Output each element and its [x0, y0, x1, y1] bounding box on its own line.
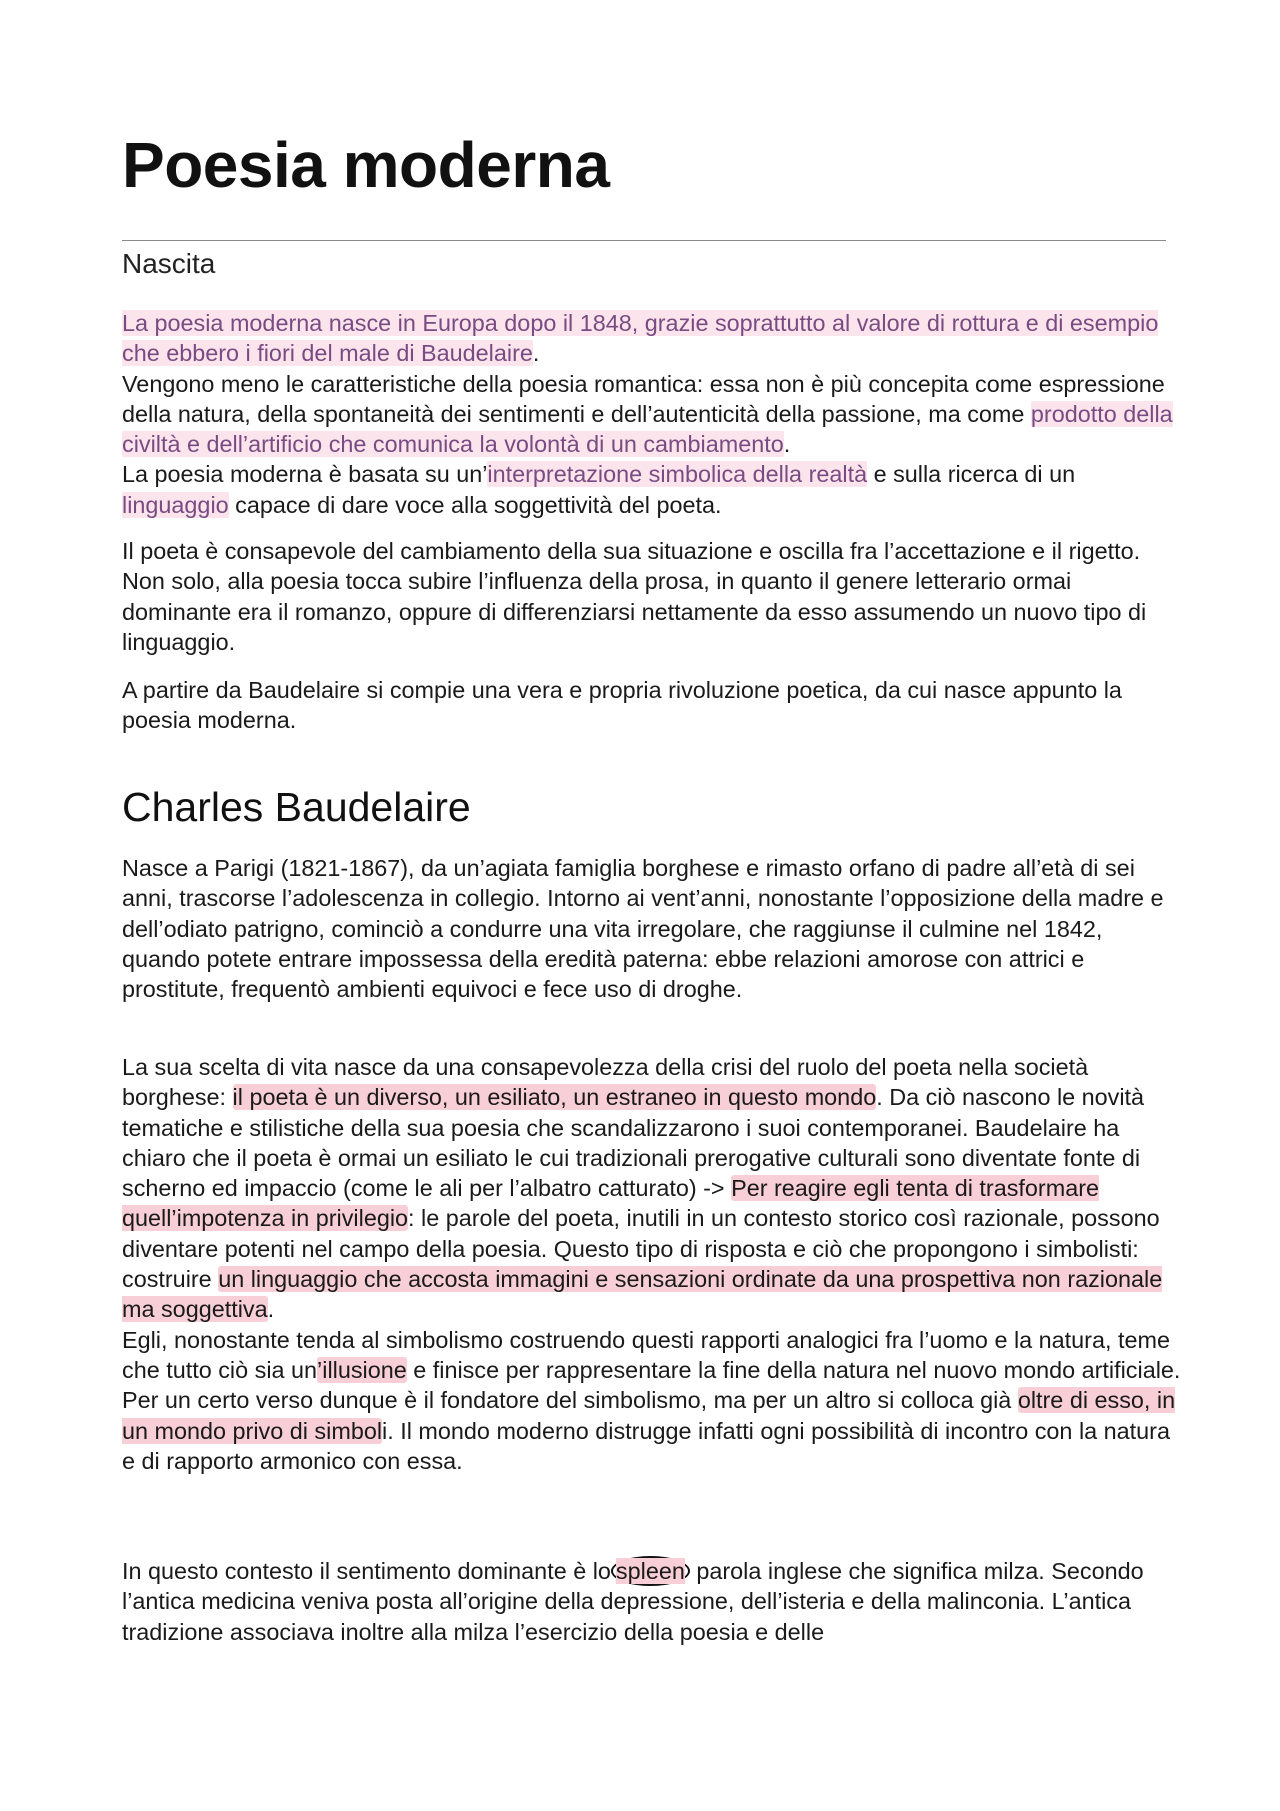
text: Egli, nonostante tenda al simbolismo costruendo questi rapporti analogici fra l’uomo e la natura, teme che tutto ciò sia un — [122, 1326, 1170, 1383]
highlight: oltre di esso, in un mondo privo di simbol — [122, 1387, 1176, 1444]
text: . — [783, 431, 791, 458]
paragraph-nascita-3: A partire da Baudelaire si compie una vera e propria rivoluzione poetica, da cui nasce appunto la poesia moderna. — [122, 677, 1122, 734]
highlight: linguaggio — [122, 491, 229, 518]
text: Vengono meno le caratteristiche della poesia romantica: essa non è più concepita come espressione della natura, della spontaneità dei sentimenti e dell’autenticità della passione, ma come — [122, 370, 1165, 427]
text: e finisce per rappresentare la fine della natura nel nuovo mondo artificiale. — [406, 1356, 1181, 1383]
paragraph-nascita-2: Il poeta è consapevole del cambiamento della sua situazione e oscilla fra l’accettazione e il rigetto. Non solo, alla poesia tocca subire l’influenza della prosa, in quanto il genere letterario ormai dominante era il romanzo, oppure di differenziarsi nettamente da esso assumendo un nuovo tipo di linguaggio. — [122, 538, 1147, 655]
text: La poesia moderna è basata su un’ — [122, 461, 488, 488]
text: In questo contesto il sentimento dominante è lo — [122, 1558, 611, 1584]
highlight: il poeta è un diverso, un esiliato, un estraneo in questo mondo — [232, 1084, 877, 1111]
paragraph-baudelaire-3 — [122, 1556, 1182, 1647]
highlight: La poesia moderna nasce in Europa dopo il 1848, grazie soprattutto al valore di rottura e di esempio che ebbero i fiori del male di Baudelaire — [122, 310, 1159, 367]
section-heading-nascita: Nascita — [122, 248, 216, 279]
highlight: interpretazione simbolica della realtà — [487, 461, 868, 488]
highlight: ’illusione — [317, 1356, 407, 1383]
highlight: Per reagire egli tenta di trasformare quell’impotenza in privilegio — [122, 1175, 1100, 1232]
text: parola inglese che significa milza. Secondo l’antica medicina veniva posta all’origine della depressione, dell’isteria e della malinconia. L’antica tradizione associava inoltre alla milza l’esercizio della poesia e delle — [122, 1558, 1144, 1645]
paragraph-baudelaire-2 — [122, 1052, 1182, 1476]
paragraph-baudelaire-1: Nasce a Parigi (1821-1867), da un’agiata famiglia borghese e rimasto orfano di padre all’età di sei anni, trascorse l’adolescenza in collegio. Intorno ai vent’anni, nonostante l’opposizione della madre e dell’odiato patrigno, cominciò a condurre una vita irregolare, che raggiunse il culmine nel 1842, quando potete entrare impossessa della eredità paterna: ebbe relazioni amorose con attrici e prostitute, frequentò ambienti equivoci e fece uso di droghe. — [122, 855, 1164, 1003]
highlight: prodotto della civiltà e dell’artificio che comunica la volontà di un cambiamento — [122, 400, 1173, 458]
section-heading-baudelaire: Charles Baudelaire — [122, 784, 471, 830]
text: . Da ciò nascono le novità tematiche e stilistiche della sua poesia che scandalizzarono i suoi contemporanei. Baudelaire ha chiaro che il poeta è ormai un esiliato le cui tradizionali prerogative culturali sono diventate fonte di scherno ed impaccio (come le ali per l’albatro catturato) -> — [122, 1084, 1145, 1202]
paragraph-nascita-1 — [122, 308, 1182, 520]
text: La sua scelta di vita nasce da una consapevolezza della crisi del ruolo del poeta nella società borghese: — [122, 1054, 1089, 1111]
text: e sulla ricerca di un — [867, 461, 1076, 488]
text: . — [532, 340, 540, 367]
title-divider — [122, 240, 1166, 241]
text: : le parole del poeta, inutili in un contesto storico così razionale, possono diventare potenti nel campo della poesia. Questo tipo di risposta e ciò che propongono i simbolisti: costruire — [122, 1205, 1160, 1293]
highlight: un linguaggio che accosta immagini e sensazioni ordinate da una prospettiva non razionale ma soggettiva — [122, 1266, 1163, 1323]
text: . — [267, 1296, 275, 1323]
text: capace di dare voce alla soggettività del poeta. — [228, 491, 722, 518]
page-title: Poesia moderna — [122, 129, 610, 201]
highlight: spleen — [615, 1558, 685, 1584]
text: Per un certo verso dunque è il fondatore del simbolismo, ma per un altro si colloca già — [122, 1387, 1018, 1414]
circled-word — [611, 1556, 690, 1586]
text: i. Il mondo moderno distrugge infatti ogni possibilità di incontro con la natura e di rapporto armonico con essa. — [122, 1417, 1170, 1474]
